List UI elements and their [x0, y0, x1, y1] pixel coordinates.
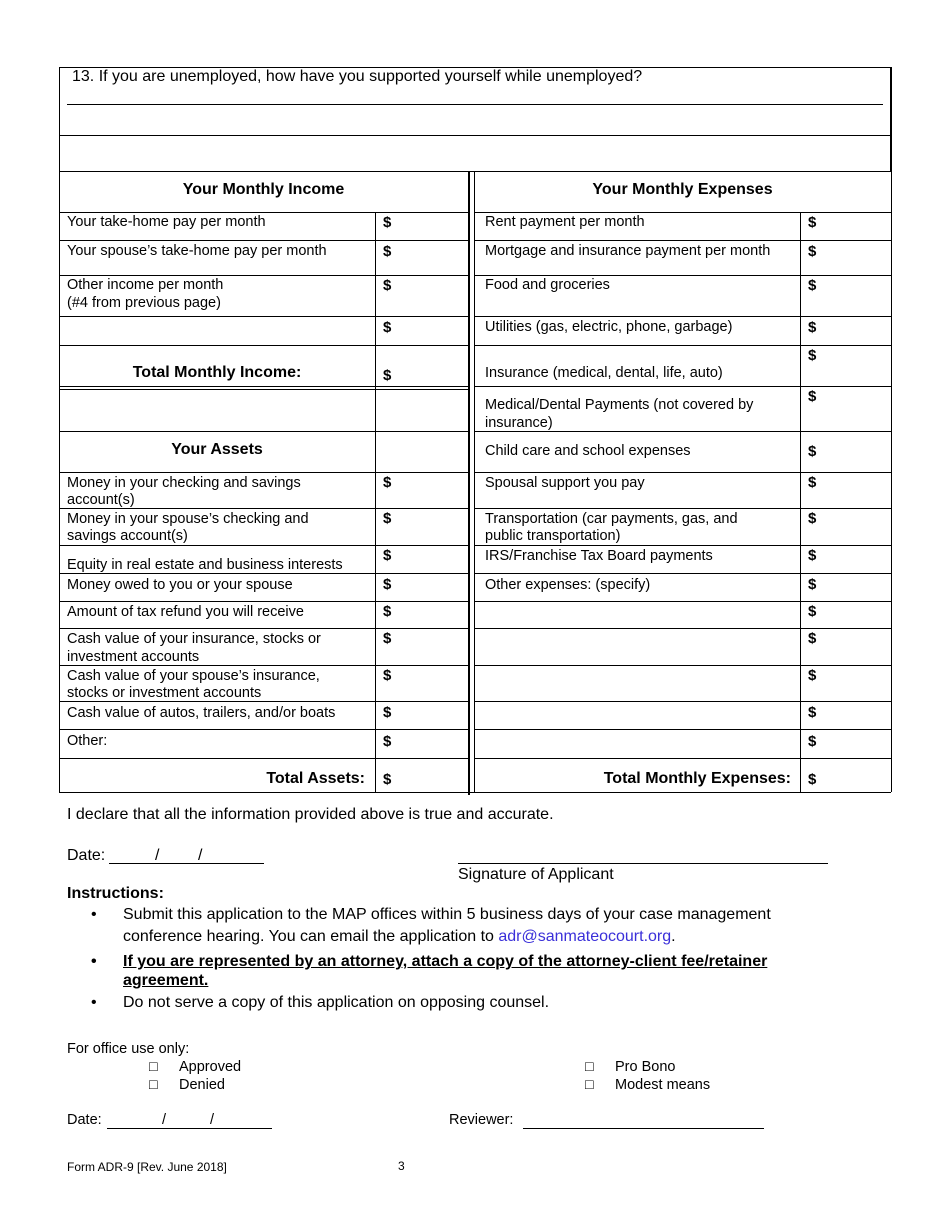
row-rule	[59, 345, 468, 346]
asset-label: Money in your checking and savings	[67, 475, 301, 491]
expense-amount[interactable]: $	[808, 510, 817, 527]
divider	[59, 135, 891, 136]
income-label: Other income per month	[67, 277, 224, 293]
expense-amount[interactable]: $	[808, 443, 817, 460]
instruction-item	[67, 904, 837, 948]
date-label: Date:	[67, 847, 106, 864]
expense-label: Spousal support you pay	[485, 475, 645, 491]
income-amount[interactable]: $	[383, 277, 392, 294]
expense-amount[interactable]: $	[808, 603, 817, 620]
row-rule	[59, 601, 468, 602]
question-13-text: 13. If you are unemployed, how have you supported yourself while unemployed?	[72, 68, 643, 85]
expense-amount[interactable]: $	[808, 733, 817, 750]
expense-label-cont: insurance)	[485, 415, 553, 431]
asset-label: Money in your spouse’s checking and	[67, 511, 309, 527]
instruction-text: If you are represented by an attorney, attach a copy of the attorney-client fee/retainer agreement.	[123, 953, 768, 989]
reviewer-field[interactable]	[523, 1128, 764, 1129]
income-amount[interactable]: $	[383, 319, 392, 336]
asset-amount[interactable]: $	[383, 576, 392, 593]
expense-amount[interactable]: $	[808, 243, 817, 260]
asset-amount[interactable]: $	[383, 704, 392, 721]
expense-dollar-column-border	[800, 212, 801, 792]
asset-label: Cash value of autos, trailers, and/or boats	[67, 705, 336, 721]
row-rule	[474, 508, 891, 509]
row-rule	[474, 601, 891, 602]
row-rule	[474, 628, 891, 629]
expense-amount[interactable]: $	[808, 576, 817, 593]
expense-amount[interactable]: $	[808, 319, 817, 336]
row-rule	[59, 240, 468, 241]
expense-label: Medical/Dental Payments (not covered by	[485, 397, 754, 413]
pro-bono-label: Pro Bono	[615, 1059, 676, 1075]
date-separator: /	[198, 847, 203, 864]
total-expenses-amount[interactable]: $	[808, 771, 817, 788]
table-left-border	[59, 67, 60, 792]
bullet: •	[91, 906, 97, 923]
total-income-label: Total Monthly Income:	[132, 364, 302, 381]
total-assets-label: Total Assets:	[266, 770, 365, 787]
asset-label: Amount of tax refund you will receive	[67, 604, 304, 620]
row-rule	[474, 573, 891, 574]
total-assets-amount[interactable]: $	[383, 771, 392, 788]
asset-amount[interactable]: $	[383, 667, 392, 684]
row-rule	[59, 386, 468, 387]
row-rule	[59, 472, 468, 473]
signature-label: Signature of Applicant	[458, 866, 614, 883]
signature-line[interactable]	[458, 863, 828, 864]
expense-amount[interactable]: $	[808, 347, 817, 364]
table-right-border	[891, 67, 892, 792]
row-rule	[59, 758, 468, 759]
expense-amount[interactable]: $	[808, 388, 817, 405]
office-date-field[interactable]	[107, 1128, 272, 1129]
expense-amount[interactable]: $	[808, 547, 817, 564]
row-rule	[474, 345, 891, 346]
row-rule	[59, 316, 468, 317]
denied-checkbox[interactable]: □	[149, 1077, 158, 1093]
expense-amount[interactable]: $	[808, 474, 817, 491]
pro-bono-checkbox[interactable]: □	[585, 1059, 594, 1075]
expense-label: Mortgage and insurance payment per month	[485, 243, 771, 259]
expense-label: Utilities (gas, electric, phone, garbage)	[485, 319, 733, 335]
row-rule	[59, 389, 468, 390]
row-rule	[474, 665, 891, 666]
asset-label: Other:	[67, 733, 108, 749]
row-rule	[474, 240, 891, 241]
asset-label: Cash value of your insurance, stocks or	[67, 631, 321, 647]
instruction-item	[67, 952, 837, 990]
asset-label-cont: savings account(s)	[67, 528, 188, 544]
form-number: Form ADR-9 [Rev. June 2018]	[67, 1160, 227, 1174]
expense-label: Other expenses: (specify)	[485, 577, 651, 593]
date-separator: /	[210, 1112, 215, 1128]
expense-label: Rent payment per month	[485, 214, 645, 230]
table-center-divider	[468, 171, 470, 795]
income-heading: Your Monthly Income	[182, 181, 345, 198]
asset-label: Cash value of your spouse’s insurance,	[67, 668, 320, 684]
income-dollar-column-border	[375, 212, 376, 792]
denied-label: Denied	[179, 1077, 225, 1093]
total-expenses-label: Total Monthly Expenses:	[603, 770, 791, 787]
asset-label-cont: investment accounts	[67, 649, 200, 665]
instruction-text: .	[671, 928, 676, 945]
question-13-answer-line[interactable]	[67, 104, 883, 105]
expense-label: Food and groceries	[485, 277, 610, 293]
asset-amount[interactable]: $	[383, 603, 392, 620]
row-rule	[59, 545, 468, 546]
row-rule	[474, 758, 891, 759]
expense-label: Child care and school expenses	[485, 443, 691, 459]
expense-label: IRS/Franchise Tax Board payments	[485, 548, 713, 564]
approved-label: Approved	[179, 1059, 242, 1075]
row-rule	[474, 386, 891, 387]
row-rule	[474, 729, 891, 730]
email-link[interactable]: adr@sanmateocourt.org	[498, 928, 672, 945]
expense-amount[interactable]: $	[808, 704, 817, 721]
bullet: •	[91, 994, 97, 1011]
modest-means-label: Modest means	[615, 1077, 711, 1093]
row-rule	[59, 431, 468, 432]
declaration-text: I declare that all the information provided above is true and accurate.	[67, 806, 554, 823]
table-top-border	[59, 171, 891, 172]
expense-amount[interactable]: $	[808, 277, 817, 294]
office-date-label: Date:	[67, 1112, 102, 1128]
modest-means-checkbox[interactable]: □	[585, 1077, 594, 1093]
expense-amount[interactable]: $	[808, 667, 817, 684]
assets-heading: Your Assets	[171, 441, 263, 458]
asset-amount[interactable]: $	[383, 474, 392, 491]
date-field[interactable]	[109, 863, 264, 864]
office-use-label: For office use only:	[67, 1041, 190, 1057]
expense-label: Transportation (car payments, gas, and	[485, 511, 738, 527]
approved-checkbox[interactable]: □	[149, 1059, 158, 1075]
page-number: 3	[398, 1159, 405, 1173]
date-separator: /	[155, 847, 160, 864]
income-label: Your take-home pay per month	[67, 214, 266, 230]
income-amount[interactable]: $	[383, 214, 392, 231]
instruction-text: Submit this application to the MAP offices within 5 business days of your case management conference hearing. You can email the application to	[123, 906, 771, 945]
instructions-heading: Instructions:	[67, 885, 164, 902]
table-bottom-border	[59, 792, 891, 793]
instruction-text: Do not serve a copy of this application on opposing counsel.	[123, 994, 550, 1011]
row-rule	[59, 729, 468, 730]
asset-amount[interactable]: $	[383, 510, 392, 527]
asset-amount[interactable]: $	[383, 630, 392, 647]
expense-amount[interactable]: $	[808, 630, 817, 647]
expense-amount[interactable]: $	[808, 214, 817, 231]
reviewer-label: Reviewer:	[449, 1112, 514, 1128]
bullet: •	[91, 953, 97, 970]
instruction-item	[67, 992, 837, 1014]
row-rule	[474, 701, 891, 702]
asset-amount[interactable]: $	[383, 547, 392, 564]
asset-label: Money owed to you or your spouse	[67, 577, 293, 593]
asset-label: Equity in real estate and business interests	[67, 557, 343, 573]
date-separator: /	[162, 1112, 167, 1128]
row-rule	[474, 545, 891, 546]
expense-label: Insurance (medical, dental, life, auto)	[485, 365, 723, 381]
instructions-list	[67, 904, 837, 1014]
total-income-amount[interactable]: $	[383, 367, 392, 384]
income-amount[interactable]: $	[383, 243, 392, 260]
row-rule	[474, 472, 891, 473]
row-rule	[474, 316, 891, 317]
row-rule	[59, 628, 468, 629]
asset-label-cont: stocks or investment accounts	[67, 685, 262, 701]
asset-amount[interactable]: $	[383, 733, 392, 750]
income-label: Your spouse’s take-home pay per month	[67, 243, 327, 259]
income-label-cont: (#4 from previous page)	[67, 295, 221, 311]
expense-label-cont: public transportation)	[485, 528, 621, 544]
expenses-heading: Your Monthly Expenses	[592, 181, 773, 198]
table-center-divider-2	[474, 171, 475, 792]
asset-label-cont: account(s)	[67, 492, 135, 508]
